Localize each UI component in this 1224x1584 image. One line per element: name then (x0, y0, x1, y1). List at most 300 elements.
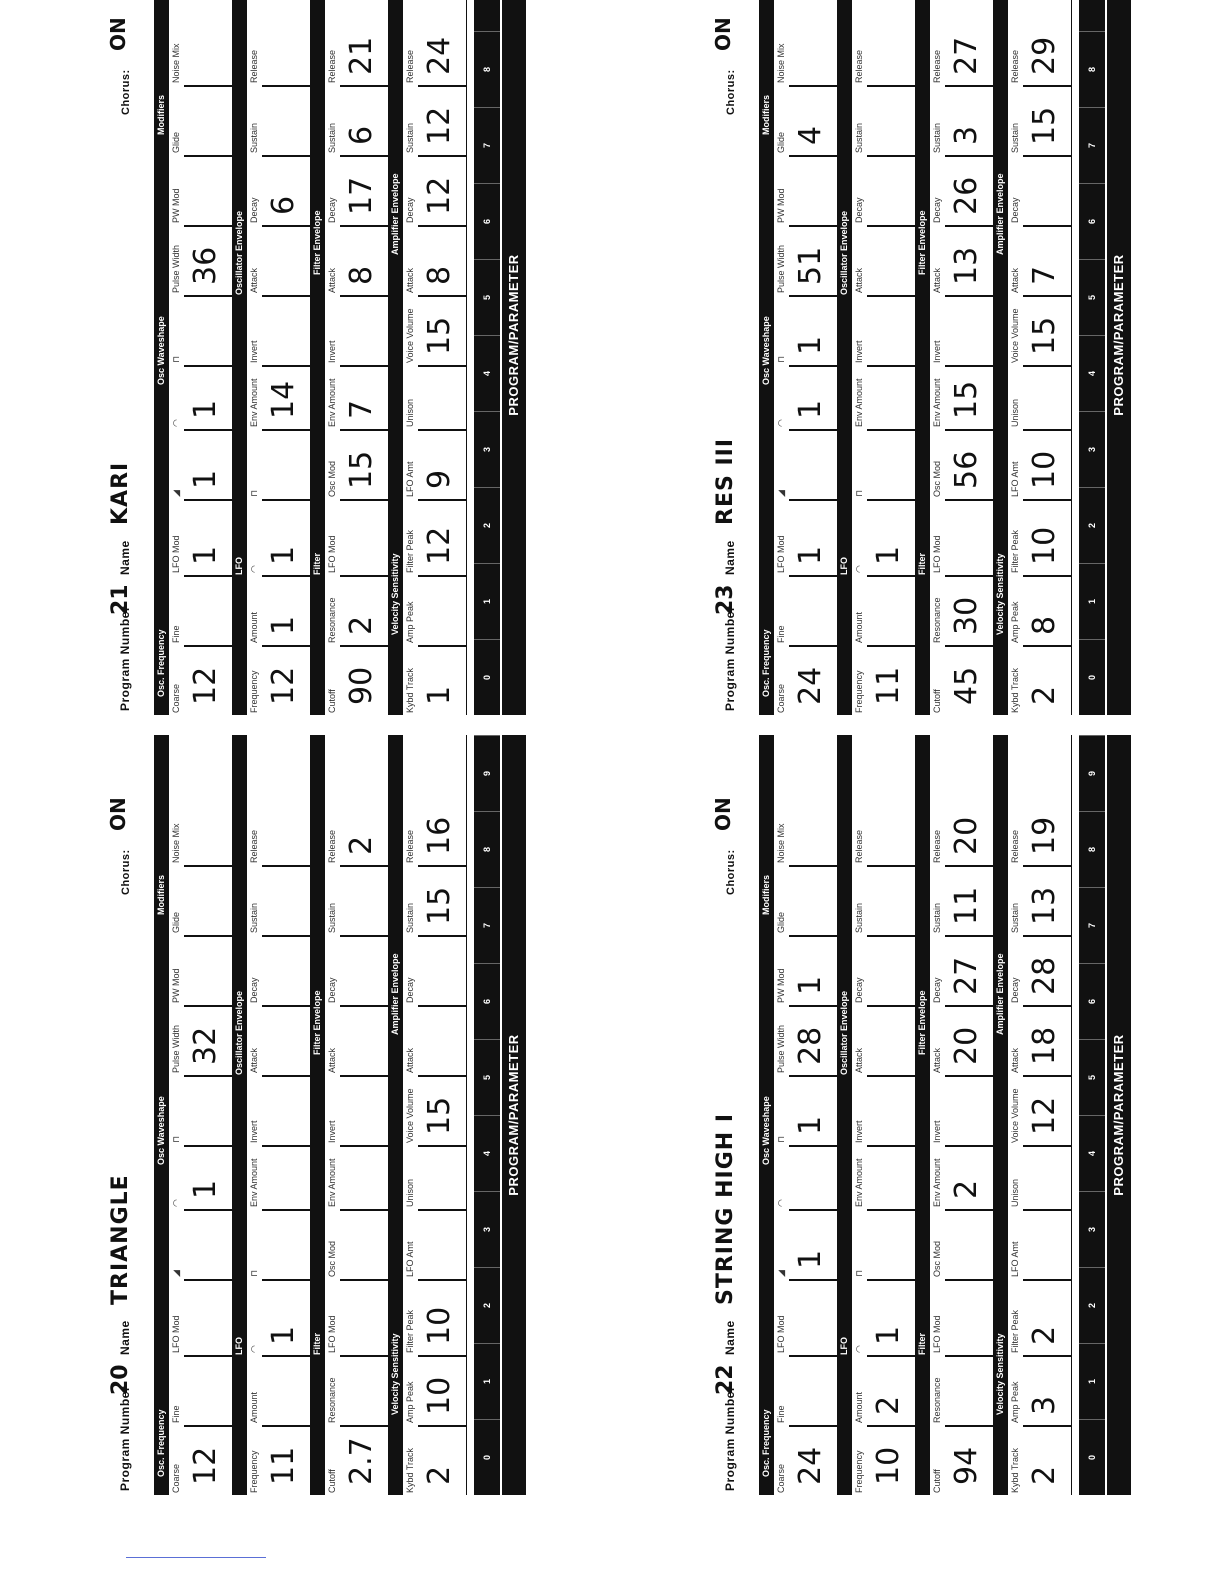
param-label: Voice Volume (1010, 1088, 1020, 1143)
param-label: LFO Mod (327, 535, 337, 573)
handwritten-value: 11 (949, 886, 984, 925)
value-cell[interactable] (418, 225, 466, 295)
value-cell[interactable] (1023, 365, 1071, 429)
value-cell[interactable] (789, 0, 837, 85)
value-cell[interactable] (1023, 499, 1071, 575)
value-cell[interactable] (340, 225, 388, 295)
param-label: Invert (327, 340, 337, 363)
value-cell[interactable] (262, 645, 310, 715)
param-label: Decay (932, 197, 942, 223)
handwritten-value: 2 (1027, 685, 1062, 705)
value-cell[interactable] (1023, 1425, 1071, 1495)
handwritten-value: 24 (793, 1446, 828, 1485)
param-label: Env Amount (249, 1158, 259, 1207)
value-cell[interactable] (184, 225, 232, 295)
value-cell[interactable] (1023, 225, 1071, 295)
handwritten-value: 27 (949, 956, 984, 995)
handwritten-value: 15 (344, 450, 379, 489)
param-label: LFO Mod (171, 535, 181, 573)
value-cell[interactable] (789, 575, 837, 645)
section-title: Osc Waveshape (156, 316, 166, 385)
value-cell[interactable] (945, 155, 993, 225)
value-cell[interactable] (867, 865, 915, 935)
param-labels (169, 0, 184, 715)
value-cell[interactable] (789, 499, 837, 575)
number-key (1079, 0, 1105, 31)
section-title: Amplifier Envelope (390, 173, 400, 255)
value-cell[interactable] (945, 1355, 993, 1425)
value-cell[interactable] (867, 1355, 915, 1425)
param-label: ⊓ (854, 1269, 864, 1277)
value-cell[interactable] (945, 1425, 993, 1495)
handwritten-value: 10 (422, 1376, 457, 1415)
value-cell[interactable] (184, 1425, 232, 1495)
value-cell[interactable] (867, 429, 915, 499)
value-cell[interactable] (262, 499, 310, 575)
parameter-row (993, 0, 1071, 715)
param-values (418, 735, 467, 1495)
value-cell[interactable] (945, 365, 993, 429)
value-cell[interactable] (945, 295, 993, 365)
value-cell[interactable] (945, 225, 993, 295)
program-sheet (100, 735, 521, 1495)
value-cell[interactable] (418, 1075, 466, 1145)
param-label: LFO Amt (405, 461, 415, 497)
handwritten-value: 12 (422, 176, 457, 215)
param-label: Env Amount (854, 1158, 864, 1207)
value-cell[interactable] (867, 737, 915, 865)
value-cell[interactable] (184, 1145, 232, 1209)
sheet-header (705, 735, 751, 1495)
value-cell[interactable] (945, 737, 993, 865)
program-number-label: Program Number (118, 605, 132, 711)
value-cell[interactable] (340, 1425, 388, 1495)
handwritten-value: 3 (1027, 1395, 1062, 1415)
value-cell[interactable] (262, 1005, 310, 1075)
value-cell[interactable] (789, 1209, 837, 1279)
value-cell[interactable] (789, 295, 837, 365)
value-cell[interactable] (262, 429, 310, 499)
param-label: Frequency (249, 1450, 259, 1493)
value-cell[interactable] (184, 865, 232, 935)
value-cell[interactable] (945, 1005, 993, 1075)
value-cell[interactable] (1023, 575, 1071, 645)
program-parameter-footer: PROGRAM/PARAMETER (502, 0, 526, 715)
value-cell[interactable] (1023, 1075, 1071, 1145)
value-cell[interactable] (418, 0, 466, 85)
param-label: Amount (249, 1391, 259, 1423)
value-cell[interactable] (945, 575, 993, 645)
value-cell[interactable] (418, 1425, 466, 1495)
chorus-label: Chorus: (725, 849, 737, 895)
number-key: 3 (474, 1191, 500, 1267)
value-cell[interactable] (418, 645, 466, 715)
value-cell[interactable] (262, 1075, 310, 1145)
value-cell[interactable] (418, 865, 466, 935)
param-label: Fine (776, 625, 786, 643)
value-cell[interactable] (945, 865, 993, 935)
value-cell[interactable] (340, 1279, 388, 1355)
value-cell[interactable] (867, 1209, 915, 1279)
value-cell[interactable] (262, 365, 310, 429)
section-title: Osc. Frequency (156, 629, 166, 697)
handwritten-value: 13 (1027, 886, 1062, 925)
param-label: Glide (171, 131, 181, 153)
handwritten-value: 1 (422, 685, 457, 705)
number-key: 6 (1079, 963, 1105, 1039)
value-cell[interactable] (867, 0, 915, 85)
value-cell[interactable] (340, 1355, 388, 1425)
value-cell[interactable] (418, 85, 466, 155)
value-cell[interactable] (867, 1425, 915, 1495)
value-cell[interactable] (789, 1005, 837, 1075)
handwritten-value: 26 (949, 176, 984, 215)
handwritten-value: 6 (344, 125, 379, 145)
handwritten-value: 3 (949, 125, 984, 145)
section-title: Velocity Sensitivity (390, 553, 400, 635)
section-bar (993, 735, 1008, 1495)
parameter-row (232, 0, 310, 715)
value-cell[interactable] (184, 737, 232, 865)
value-cell[interactable] (262, 1355, 310, 1425)
value-cell[interactable] (262, 85, 310, 155)
param-label: Attack (854, 267, 864, 293)
value-cell[interactable] (184, 1075, 232, 1145)
value-cell[interactable] (867, 499, 915, 575)
value-cell[interactable] (1023, 645, 1071, 715)
handwritten-value: 12 (1027, 1096, 1062, 1135)
value-cell[interactable] (867, 1145, 915, 1209)
param-label: Decay (327, 197, 337, 223)
value-cell[interactable] (184, 1355, 232, 1425)
value-cell[interactable] (184, 155, 232, 225)
value-cell[interactable] (262, 865, 310, 935)
param-label: Frequency (249, 670, 259, 713)
program-name-value: KARI (108, 461, 133, 525)
param-values (945, 0, 994, 715)
value-cell[interactable] (184, 429, 232, 499)
value-cell[interactable] (1023, 737, 1071, 865)
handwritten-value: 2 (344, 835, 379, 855)
value-cell[interactable] (184, 0, 232, 85)
value-cell[interactable] (867, 365, 915, 429)
param-label: Sustain (932, 122, 942, 153)
param-label: Decay (249, 197, 259, 223)
param-label: Amp Peak (405, 1381, 415, 1423)
value-cell[interactable] (184, 935, 232, 1005)
section-title: Velocity Sensitivity (390, 1333, 400, 1415)
number-key: 4 (474, 1115, 500, 1191)
value-cell[interactable] (1023, 295, 1071, 365)
program-parameter-footer: PROGRAM/PARAMETER (502, 735, 526, 1495)
param-label: PW Mod (171, 968, 181, 1003)
value-cell[interactable] (1023, 155, 1071, 225)
value-cell[interactable] (340, 865, 388, 935)
value-cell[interactable] (1023, 1355, 1071, 1425)
section-title: Osc. Frequency (156, 1409, 166, 1477)
handwritten-value: 14 (266, 380, 301, 419)
param-label: Attack (249, 1047, 259, 1073)
param-label: Noise Mix (776, 43, 786, 83)
value-cell[interactable] (262, 1279, 310, 1355)
section-bar (915, 0, 930, 715)
param-label: ⊓ (249, 489, 259, 497)
value-cell[interactable] (789, 365, 837, 429)
value-cell[interactable] (262, 1209, 310, 1279)
param-label: Cutoff (327, 689, 337, 713)
value-cell[interactable] (340, 499, 388, 575)
handwritten-value: 16 (422, 816, 457, 855)
value-cell[interactable] (340, 737, 388, 865)
value-cell[interactable] (789, 1425, 837, 1495)
value-cell[interactable] (340, 1005, 388, 1075)
value-cell[interactable] (789, 429, 837, 499)
param-label: ⊓ (854, 489, 864, 497)
param-label: Unison (405, 1178, 415, 1207)
value-cell[interactable] (262, 0, 310, 85)
handwritten-value: 1 (266, 615, 301, 635)
program-name-value: TRIANGLE (108, 1174, 133, 1305)
value-cell[interactable] (184, 1209, 232, 1279)
param-label: ◠ (249, 1345, 259, 1353)
value-cell[interactable] (789, 1075, 837, 1145)
value-cell[interactable] (867, 295, 915, 365)
value-cell[interactable] (945, 1075, 993, 1145)
chorus-value: ON (711, 17, 735, 51)
value-cell[interactable] (789, 1145, 837, 1209)
handwritten-value: 56 (949, 450, 984, 489)
value-cell[interactable] (1023, 935, 1071, 1005)
section-title: Velocity Sensitivity (995, 553, 1005, 635)
param-values (340, 0, 389, 715)
value-cell[interactable] (184, 645, 232, 715)
param-label: Release (405, 829, 415, 863)
value-cell[interactable] (945, 1279, 993, 1355)
value-cell[interactable] (340, 1075, 388, 1145)
param-label: Amount (854, 1391, 864, 1423)
handwritten-value: 12 (422, 106, 457, 145)
value-cell[interactable] (418, 935, 466, 1005)
value-cell[interactable] (418, 737, 466, 865)
value-cell[interactable] (262, 295, 310, 365)
value-cell[interactable] (789, 1355, 837, 1425)
value-cell[interactable] (340, 935, 388, 1005)
value-cell[interactable] (945, 85, 993, 155)
value-cell[interactable] (1023, 1145, 1071, 1209)
value-cell[interactable] (418, 1145, 466, 1209)
handwritten-value: 1 (188, 399, 223, 419)
value-cell[interactable] (945, 499, 993, 575)
param-values (184, 0, 233, 715)
param-label: Release (854, 829, 864, 863)
param-label: Env Amount (327, 378, 337, 427)
value-cell[interactable] (789, 645, 837, 715)
value-cell[interactable] (418, 429, 466, 499)
section-bar (310, 735, 325, 1495)
handwritten-value: 10 (871, 1446, 906, 1485)
param-label: ◢ (171, 490, 181, 497)
value-cell[interactable] (184, 1279, 232, 1355)
value-cell[interactable] (340, 575, 388, 645)
value-cell[interactable] (262, 1425, 310, 1495)
value-cell[interactable] (340, 295, 388, 365)
value-cell[interactable] (340, 0, 388, 85)
program-sheet (100, 0, 521, 715)
value-cell[interactable] (262, 155, 310, 225)
handwritten-value: 28 (793, 1026, 828, 1065)
value-cell[interactable] (867, 225, 915, 295)
section-bar (915, 735, 930, 1495)
value-cell[interactable] (340, 155, 388, 225)
value-cell[interactable] (867, 155, 915, 225)
name-label: Name (723, 1320, 737, 1355)
param-labels (403, 0, 418, 715)
param-label: ⊓ (776, 355, 786, 363)
handwritten-value: 1 (188, 1179, 223, 1199)
param-label: Env Amount (932, 378, 942, 427)
value-cell[interactable] (418, 1279, 466, 1355)
value-cell[interactable] (262, 225, 310, 295)
value-cell[interactable] (418, 1355, 466, 1425)
value-cell[interactable] (418, 365, 466, 429)
program-number-value: 20 (108, 1364, 133, 1395)
number-key: 3 (1079, 1191, 1105, 1267)
value-cell[interactable] (789, 1279, 837, 1355)
value-cell[interactable] (789, 737, 837, 865)
value-cell[interactable] (867, 645, 915, 715)
value-cell[interactable] (418, 575, 466, 645)
value-cell[interactable] (262, 575, 310, 645)
param-label: Osc Mod (327, 1240, 337, 1277)
value-cell[interactable] (184, 575, 232, 645)
param-label: Sustain (249, 122, 259, 153)
param-label: Attack (327, 1047, 337, 1073)
value-cell[interactable] (340, 85, 388, 155)
value-cell[interactable] (945, 645, 993, 715)
param-label: Invert (327, 1120, 337, 1143)
value-cell[interactable] (1023, 1279, 1071, 1355)
number-key (474, 0, 500, 31)
handwritten-value: 15 (422, 316, 457, 355)
value-cell[interactable] (184, 365, 232, 429)
section-bar (310, 0, 325, 715)
value-cell[interactable] (789, 225, 837, 295)
parameter-row (915, 0, 993, 715)
parameter-row (759, 0, 837, 715)
handwritten-value: 15 (949, 380, 984, 419)
value-cell[interactable] (340, 645, 388, 715)
value-cell[interactable] (418, 1005, 466, 1075)
value-cell[interactable] (1023, 1005, 1071, 1075)
value-cell[interactable] (418, 499, 466, 575)
param-label: Coarse (171, 1463, 181, 1493)
param-label: LFO Amt (1010, 461, 1020, 497)
param-values (184, 735, 233, 1495)
value-cell[interactable] (184, 499, 232, 575)
value-cell[interactable] (867, 935, 915, 1005)
number-key: 5 (1079, 259, 1105, 335)
value-cell[interactable] (945, 0, 993, 85)
value-cell[interactable] (867, 1075, 915, 1145)
value-cell[interactable] (1023, 865, 1071, 935)
handwritten-value: 6 (266, 195, 301, 215)
value-cell[interactable] (340, 1209, 388, 1279)
value-cell[interactable] (945, 1145, 993, 1209)
value-cell[interactable] (789, 155, 837, 225)
param-label: Cutoff (932, 689, 942, 713)
value-cell[interactable] (867, 1005, 915, 1075)
param-label: Fine (776, 1405, 786, 1423)
chorus-value: ON (711, 797, 735, 831)
handwritten-value: 1 (871, 545, 906, 565)
value-cell[interactable] (1023, 429, 1071, 499)
param-label: Release (327, 49, 337, 83)
param-label: Osc Mod (932, 1240, 942, 1277)
value-cell[interactable] (184, 1005, 232, 1075)
value-cell[interactable] (340, 429, 388, 499)
value-cell[interactable] (184, 295, 232, 365)
param-label: Amp Peak (405, 601, 415, 643)
handwritten-value: 11 (871, 666, 906, 705)
value-cell[interactable] (945, 429, 993, 499)
value-cell[interactable] (340, 365, 388, 429)
param-label: Sustain (405, 902, 415, 933)
value-cell[interactable] (418, 295, 466, 365)
value-cell[interactable] (1023, 85, 1071, 155)
value-cell[interactable] (789, 85, 837, 155)
number-key: 7 (474, 107, 500, 183)
section-bar (388, 735, 403, 1495)
value-cell[interactable] (184, 85, 232, 155)
value-cell[interactable] (262, 1145, 310, 1209)
number-key: 3 (1079, 411, 1105, 487)
value-cell[interactable] (867, 575, 915, 645)
param-label: Attack (932, 267, 942, 293)
value-cell[interactable] (789, 935, 837, 1005)
param-label: ⊓ (171, 355, 181, 363)
value-cell[interactable] (262, 737, 310, 865)
value-cell[interactable] (340, 1145, 388, 1209)
parameter-row (837, 0, 915, 715)
handwritten-value: 1 (793, 1249, 828, 1269)
value-cell[interactable] (418, 155, 466, 225)
value-cell[interactable] (1023, 0, 1071, 85)
param-label: Sustain (249, 902, 259, 933)
handwritten-value: 1 (793, 399, 828, 419)
param-labels (852, 735, 867, 1495)
number-key: 9 (1079, 735, 1105, 811)
value-cell[interactable] (262, 935, 310, 1005)
value-cell[interactable] (1023, 1209, 1071, 1279)
section-title: Amplifier Envelope (995, 173, 1005, 255)
value-cell[interactable] (418, 1209, 466, 1279)
value-cell[interactable] (867, 1279, 915, 1355)
handwritten-value: 30 (949, 596, 984, 635)
value-cell[interactable] (789, 865, 837, 935)
param-values (340, 735, 389, 1495)
handwritten-value: 32 (188, 1026, 223, 1065)
value-cell[interactable] (867, 85, 915, 155)
handwritten-value: 11 (266, 1446, 301, 1485)
value-cell[interactable] (945, 1209, 993, 1279)
section-bar (837, 0, 852, 715)
section-title: Oscillator Envelope (234, 210, 244, 295)
param-label: PW Mod (776, 968, 786, 1003)
param-labels (325, 0, 340, 715)
number-key: 8 (474, 31, 500, 107)
value-cell[interactable] (945, 935, 993, 1005)
handwritten-value: 19 (1027, 816, 1062, 855)
